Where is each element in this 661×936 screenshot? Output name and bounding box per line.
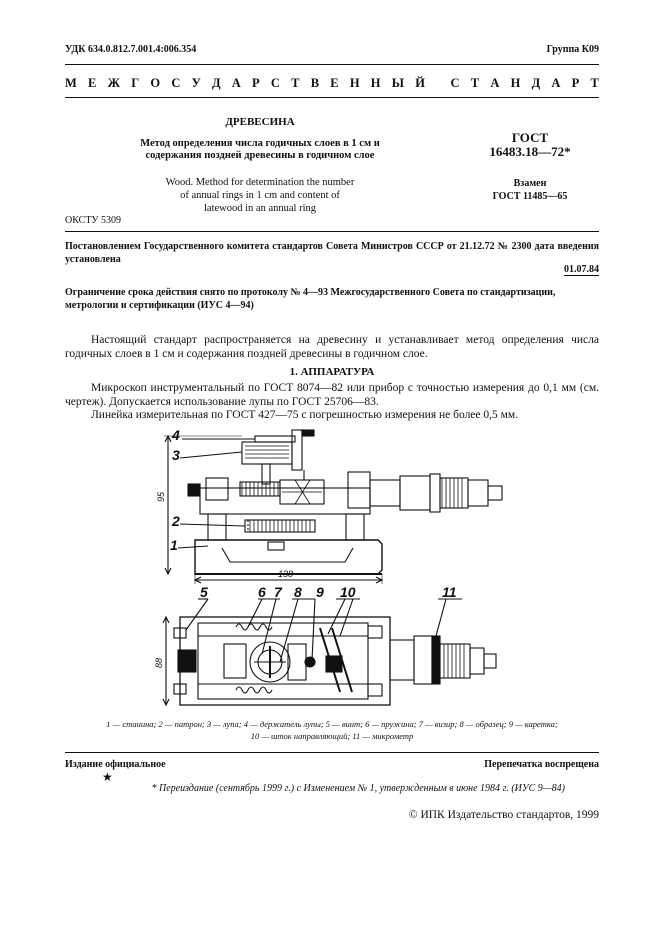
heading-letter: С (171, 76, 181, 90)
top-view (163, 599, 496, 705)
callout-7: 7 (274, 584, 282, 600)
heading-letter: Н (370, 76, 381, 90)
heading-letter: Ы (391, 76, 405, 90)
dimension-length: 138 (278, 569, 294, 579)
legend-line-2: 10 — шток направляющий; 11 — микрометр (250, 731, 414, 741)
heading-letter (436, 76, 439, 91)
heading-letter: О (150, 76, 161, 90)
replaced-gost: ГОСТ 11485—65 (492, 191, 568, 202)
section-1-title: 1. АППАРАТУРА (289, 366, 375, 378)
callout-1: 1 (170, 537, 178, 553)
heading-letter: М (65, 76, 77, 90)
heading-letter: Т (470, 76, 480, 90)
heading-letter: В (310, 76, 320, 90)
callout-9: 9 (316, 584, 324, 600)
dimension-height: 95 (156, 491, 166, 502)
gost-label: ГОСТ (511, 130, 549, 145)
reprint-forbidden: Перепечатка воспрещена (484, 759, 599, 770)
standard-type-heading (65, 76, 599, 91)
method-title (65, 138, 455, 162)
dimension-width: 88 (154, 657, 164, 668)
official-edition: Издание официальное (65, 759, 166, 770)
heading-letter: А (551, 76, 561, 90)
figure-legend (65, 718, 599, 742)
heading-letter: Т (291, 76, 300, 90)
legend-line-1: 1 — станина; 2 — патрон; 3 — лупа; 4 — держатель лупы; 5 — винт; 6 — пружина; 7 — визир; 8 — образец; 9 — каретка; (106, 719, 558, 729)
english-title (65, 176, 455, 215)
udk-code: УДК 634.0.812.7.001.4:006.354 (65, 44, 197, 55)
footer-rule (65, 752, 599, 753)
heading-letter: С (270, 76, 280, 90)
heading-letter: А (490, 76, 500, 90)
middle-rule (65, 231, 599, 232)
method-line-2: содержания поздней древесины в годичном слое (145, 150, 375, 161)
gost-designation (460, 131, 600, 159)
heading-letter: Г (131, 76, 140, 90)
heading-letter: Д (211, 76, 221, 90)
callout-4: 4 (172, 427, 180, 443)
heading-letter: А (231, 76, 241, 90)
side-view (164, 430, 502, 584)
callout-11: 11 (442, 584, 457, 600)
reissue-note: * Переиздание (сентябрь 1999 г.) с Изменением № 1, утвержденным в июне 1984 г. (ИУС 9—84) (151, 783, 565, 794)
heading-letter: Е (330, 76, 339, 90)
replaced-label: Взамен (513, 178, 547, 189)
heading-letter: Д (531, 76, 541, 90)
star-icon: ★ (102, 770, 113, 784)
callout-2: 2 (172, 513, 180, 529)
group-code: Группа К09 (546, 44, 599, 55)
copyright: © ИПК Издательство стандартов, 1999 (408, 809, 599, 821)
microscope-paragraph: Микроскоп инструментальный по ГОСТ 8074—82 или прибор с точностью измерения до 0,1 мм (см. чертеж). Допускается использование лупы по ГОСТ 25706—83. (65, 382, 599, 408)
english-line-3: latewood in an annual ring (204, 203, 316, 214)
callout-6: 6 (258, 584, 266, 600)
callout-8: 8 (294, 584, 302, 600)
heading-letter: Н (349, 76, 360, 90)
heading-letter: Ж (107, 76, 120, 90)
english-line-1: Wood. Method for determination the number (165, 177, 355, 188)
heading-rule (65, 97, 599, 98)
heading-letter: Н (510, 76, 521, 90)
okstu-code: ОКСТУ 5309 (65, 215, 122, 226)
method-line-1: Метод определения числа годичных слоев в 1 см и (140, 138, 380, 149)
gost-number: 16483.18—72* (489, 144, 571, 159)
heading-letter: Р (571, 76, 580, 90)
callout-10: 10 (340, 584, 356, 600)
heading-letter: Т (590, 76, 599, 90)
callout-3: 3 (172, 447, 180, 463)
heading-letter: Й (415, 76, 425, 90)
heading-letter: Р (252, 76, 260, 90)
heading-letter: У (191, 76, 201, 90)
ruler-paragraph: Линейка измерительная по ГОСТ 427—75 с погрешностью измерения не более 0,5 мм. (91, 409, 519, 421)
effective-date: 01.07.84 (564, 264, 599, 275)
decree-text: Постановлением Государственного комитета стандартов Совета Министров СССР от 21.12.72 № 2300 дата введения установлена (65, 241, 599, 265)
top-rule (65, 64, 599, 65)
callout-5: 5 (200, 584, 208, 600)
limitation-text: Ограничение срока действия снято по протоколу № 4—93 Межгосударственного Совета по стандартизации, метрологии и сертификации (ИУС 4—94) (65, 287, 556, 311)
replaced-standard (460, 177, 600, 203)
heading-letter: Е (88, 76, 97, 90)
heading-letter: С (450, 76, 460, 90)
apparatus-drawing (150, 422, 530, 714)
intro-paragraph: Настоящий стандарт распространяется на древесину и устанавливает метод определения числа годичных слоев в 1 см и содержания поздней древесины в годичном слое. (65, 334, 599, 360)
document-title: ДРЕВЕСИНА (225, 116, 295, 128)
english-line-2: of annual rings in 1 cm and content of (180, 190, 340, 201)
